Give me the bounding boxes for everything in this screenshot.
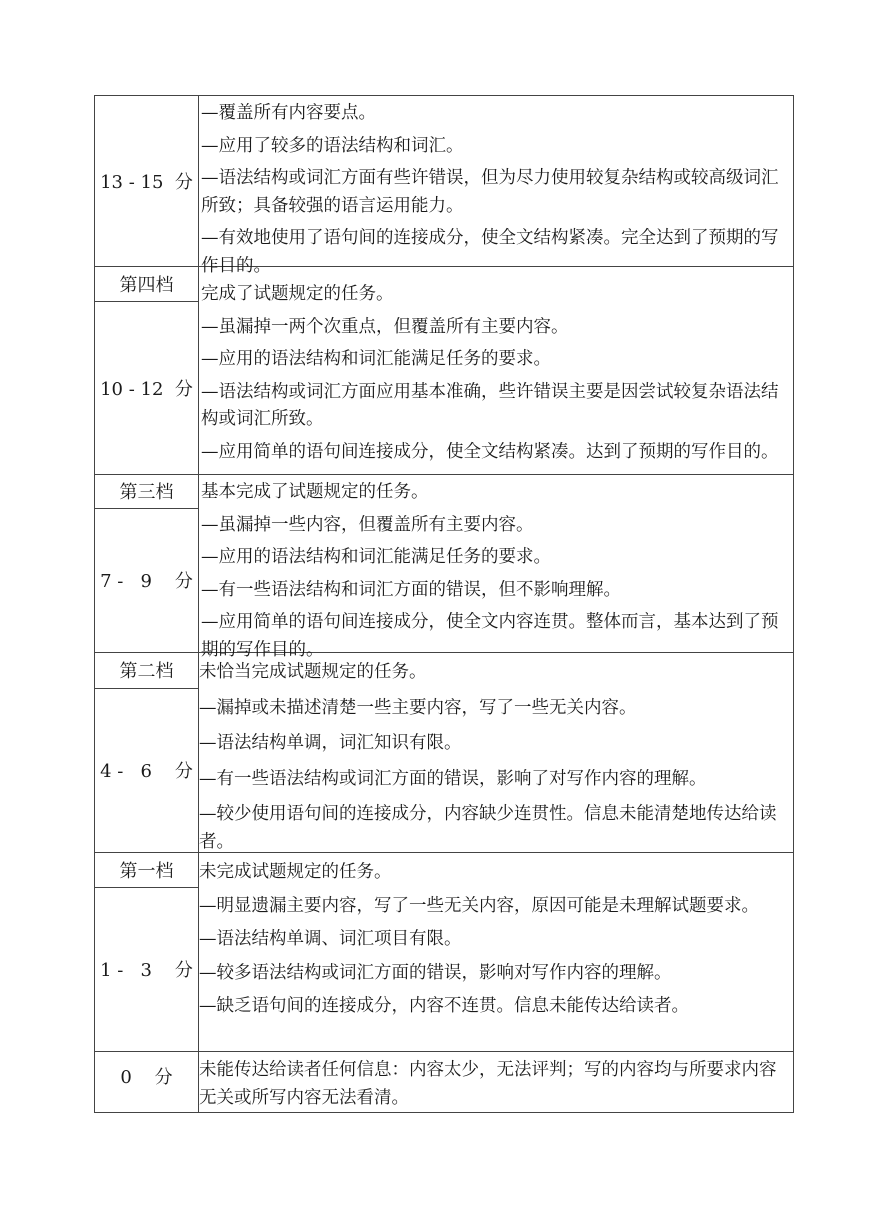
criterion-item: —缺乏语句间的连接成分，内容不连贯。信息未能传达给读者。 bbox=[199, 996, 689, 1016]
criteria-cell bbox=[199, 859, 789, 1021]
criteria-cell bbox=[201, 479, 791, 664]
criterion-summary: 未恰当完成试题规定的任务。 bbox=[199, 662, 427, 682]
criterion-item: —虽漏掉一些内容，但覆盖所有主要内容。 bbox=[201, 514, 534, 535]
criterion-item: —应用了较多的语法结构和词汇。 bbox=[201, 135, 464, 156]
criterion-item: —有一些语法结构和词汇方面的错误，但不影响理解。 bbox=[201, 579, 621, 600]
scoring-rubric-table bbox=[94, 95, 794, 1113]
criterion-item: —应用的语法结构和词汇能满足任务的要求。 bbox=[201, 349, 551, 369]
criteria-cell bbox=[201, 100, 791, 280]
grade-label-cell: 第一档 bbox=[119, 860, 174, 882]
criterion-item: —应用的语法结构和词汇能满足任务的要求。 bbox=[201, 547, 551, 567]
score-range-cell: 10 - 12 分 bbox=[100, 378, 193, 400]
criterion-summary: 完成了试题规定的任务。 bbox=[201, 284, 394, 304]
criterion-item: —有一些语法结构或词汇方面的错误，影响了对写作内容的理解。 bbox=[199, 768, 707, 789]
criterion-item: —较少使用语句间的连接成分，内容缺少连贯性。信息未能清楚地传达给读者。 bbox=[199, 804, 777, 852]
score-range-cell: 1 - 3 分 bbox=[100, 960, 193, 981]
criterion-item: —语法结构单调，词汇知识有限。 bbox=[199, 733, 462, 753]
criterion-summary: 基本完成了试题规定的任务。 bbox=[201, 482, 429, 502]
score-range-cell: 7 - 9 分 bbox=[100, 571, 193, 592]
grade-label-cell: 第四档 bbox=[119, 274, 174, 296]
criterion-item: —语法结构或词汇方面应用基本准确，些许错误主要是因尝试较复杂语法结构或词汇所致。 bbox=[201, 381, 779, 429]
criterion-item: —有效地使用了语句间的连接成分，使全文结构紧凑。完全达到了预期的写作目的。 bbox=[201, 228, 779, 276]
grade-label-cell: 第二档 bbox=[119, 661, 174, 682]
grade-label-cell: 第三档 bbox=[119, 482, 174, 503]
criteria-cell bbox=[201, 281, 791, 466]
criterion-item: —应用简单的语句间连接成分，使全文结构紧凑。达到了预期的写作目的。 bbox=[201, 441, 779, 462]
score-range-cell: 13 - 15 分 bbox=[100, 172, 193, 193]
row-divider bbox=[95, 1051, 793, 1052]
criteria-cell bbox=[199, 1057, 789, 1112]
score-range-cell: 4 - 6 分 bbox=[100, 761, 193, 782]
criterion-summary: 未完成试题规定的任务。 bbox=[199, 862, 392, 882]
row-divider bbox=[95, 474, 793, 475]
criterion-item: —语法结构或词汇方面有些许错误，但为尽力使用较复杂结构或较高级词汇所致；具备较强的语言运用能力。 bbox=[201, 168, 779, 216]
criterion-item: —覆盖所有内容要点。 bbox=[201, 103, 376, 123]
criterion-item: —应用简单的语句间连接成分，使全文内容连贯。整体而言，基本达到了预期的写作目的。 bbox=[201, 612, 779, 660]
criterion-item: —明显遗漏主要内容，写了一些无关内容，原因可能是未理解试题要求。 bbox=[199, 895, 759, 916]
criterion-item: —虽漏掉一两个次重点，但覆盖所有主要内容。 bbox=[201, 316, 569, 337]
score-range-cell: 0 分 bbox=[120, 1067, 173, 1088]
criterion-summary: 未能传达给读者任何信息：内容太少，无法评判；写的内容均与所要求内容无关或所写内容无法看清。 bbox=[199, 1060, 777, 1108]
criteria-cell bbox=[199, 659, 789, 856]
criterion-item: —较多语法结构或词汇方面的错误，影响对写作内容的理解。 bbox=[199, 962, 672, 983]
criterion-item: —语法结构单调、词汇项目有限。 bbox=[199, 929, 462, 949]
criterion-item: —漏掉或未描述清楚一些主要内容，写了一些无关内容。 bbox=[199, 697, 637, 718]
